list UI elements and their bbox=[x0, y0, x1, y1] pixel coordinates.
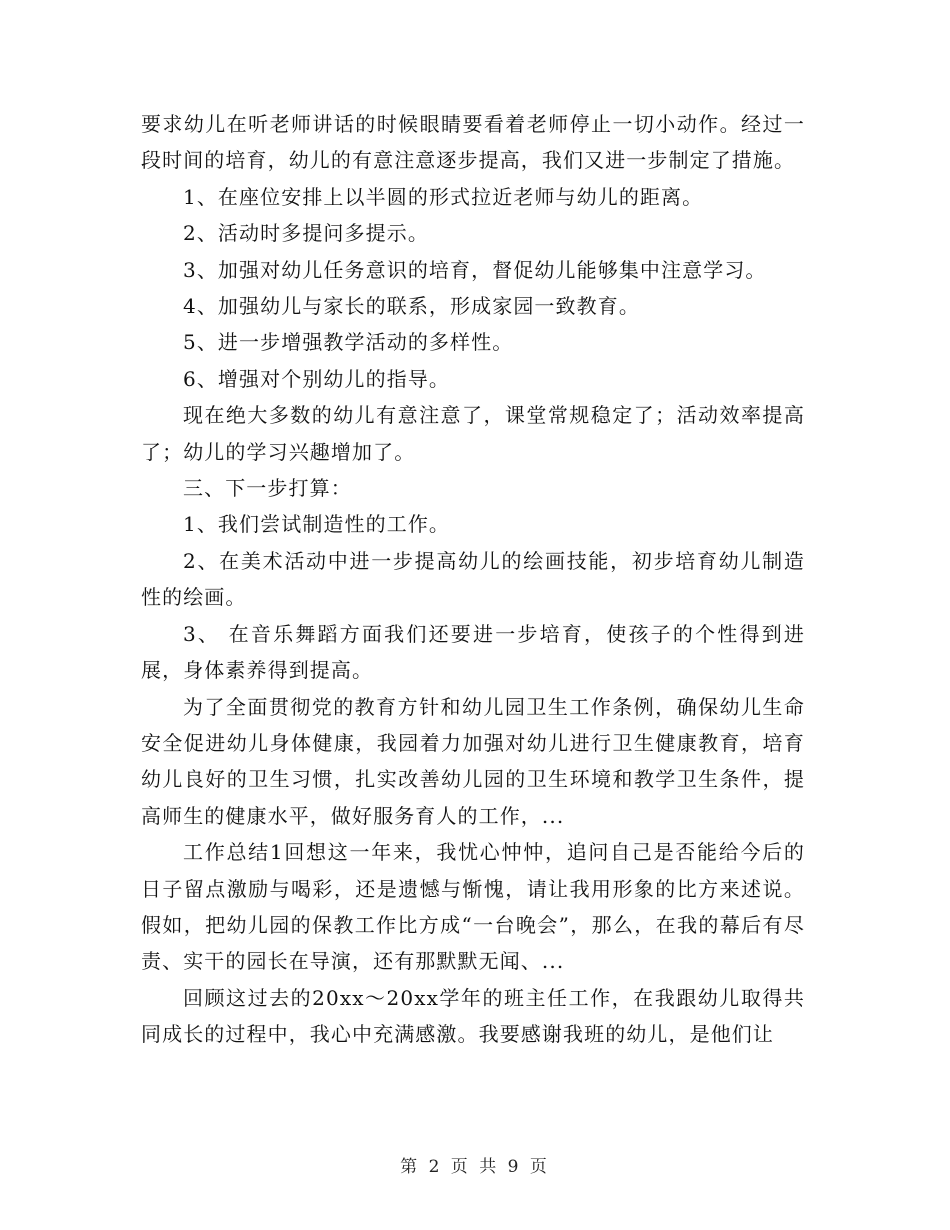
paragraph: 6、增强对个别幼儿的指导。 bbox=[183, 366, 451, 391]
paragraph: 回顾这过去的20xx～20xx学年的班主任工作，在我跟幼儿取得共同成长的过程中，我心中充满感激。我要感谢我班的幼儿，是他们让 bbox=[141, 985, 805, 1047]
paragraph: 要求幼儿在听老师讲话的时候眼睛要看着老师停止一切小动作。经过一段时间的培育，幼儿的有意注意逐步提高，我们又进一步制定了措施。 bbox=[141, 112, 805, 173]
paragraph: 1、在座位安排上以半圆的形式拉近老师与幼儿的距离。 bbox=[183, 184, 704, 209]
paragraph: 现在绝大多数的幼儿有意注意了，课堂常规稳定了；活动效率提高了；幼儿的学习兴趣增加了。 bbox=[141, 403, 805, 464]
paragraph: 3、 在音乐舞蹈方面我们还要进一步培育，使孩子的个性得到进展，身体素养得到提高。 bbox=[141, 621, 805, 683]
paragraph: 工作总结1回想这一年来，我忧心忡忡，追问自己是否能给今后的日子留点激励与喝彩，还是遗憾与惭愧，请让我用形象的比方来述说。假如，把幼儿园的保教工作比方成“一台晚会”，那么，在我的幕后有尽责、实干的园长在导演，还有那默默无闻、... bbox=[141, 840, 805, 974]
document-body bbox=[141, 106, 805, 1053]
paragraph: 三、下一步打算： bbox=[183, 476, 352, 501]
paragraph: 2、在美术活动中进一步提高幼儿的绘画技能，初步培育幼儿制造性的绘画。 bbox=[141, 548, 805, 610]
paragraph: 1、我们尝试制造性的工作。 bbox=[183, 512, 451, 537]
paragraph: 2、活动时多提问多提示。 bbox=[183, 221, 429, 246]
page-number-footer: 第 2 页 共 9 页 bbox=[400, 1157, 550, 1177]
paragraph: 5、进一步增强教学活动的多样性。 bbox=[183, 330, 514, 355]
paragraph: 为了全面贯彻党的教育方针和幼儿园卫生工作条例，确保幼儿生命安全促进幼儿身体健康，我园着力加强对幼儿进行卫生健康教育，培育幼儿良好的卫生习惯，扎实改善幼儿园的卫生环境和教学卫生条件，提高师生的健康水平，做好服务育人的工作，... bbox=[141, 694, 805, 828]
paragraph: 3、加强对幼儿任务意识的培育，督促幼儿能够集中注意学习。 bbox=[183, 257, 767, 282]
paragraph: 4、加强幼儿与家长的联系，形成家园一致教育。 bbox=[183, 294, 640, 319]
